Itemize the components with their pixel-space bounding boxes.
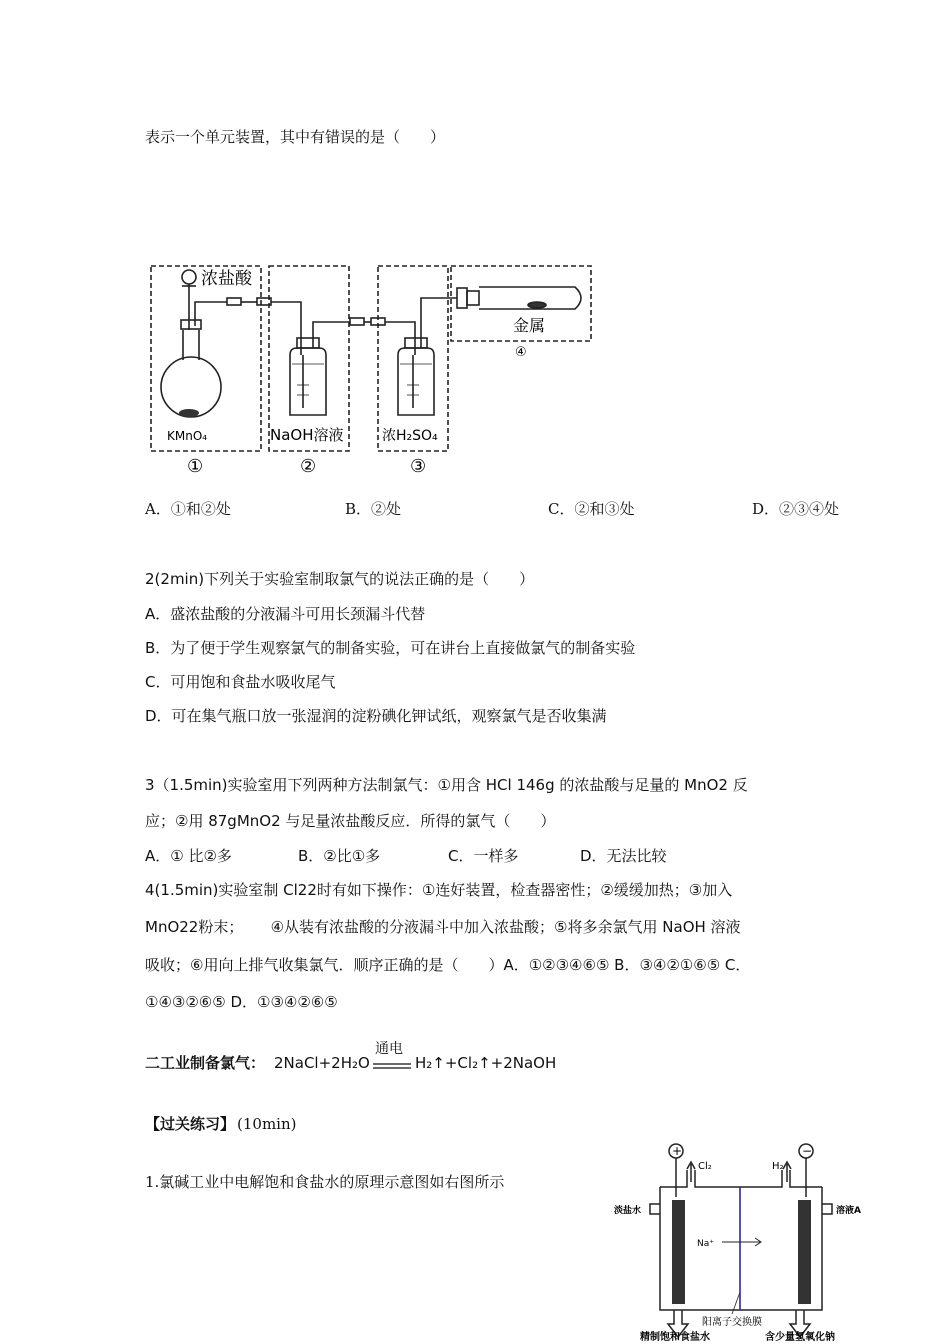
anode-plus-icon: + xyxy=(672,1144,683,1158)
practice-q1: 1.氯碱工业中电解饱和食盐水的原理示意图如右图所示 xyxy=(145,1173,505,1191)
q1-option-b: B．②处 xyxy=(345,500,402,518)
electrolysis-cell-diagram xyxy=(612,1142,872,1342)
q2-option-d: D．可在集气瓶口放一张湿润的淀粉碘化钾试纸，观察氯气是否收集满 xyxy=(145,707,607,725)
q3-line-1: 3（1.5min)实验室用下列两种方法制氯气：①用含 HCl 146g 的浓盐酸与足量的 MnO2 反 xyxy=(145,776,748,794)
na-ion-label: Na⁺ xyxy=(697,1239,714,1249)
metal-label: 金属 xyxy=(513,316,546,335)
industry-lhs: 2NaCl+2H₂O xyxy=(274,1054,370,1072)
unit-4-label: ④ xyxy=(515,345,527,360)
q2-option-a: A．盛浓盐酸的分液漏斗可用长颈漏斗代替 xyxy=(145,605,426,623)
chlorine-apparatus-diagram xyxy=(145,260,605,480)
industry-rhs: H₂↑+Cl₂↑+2NaOH xyxy=(415,1054,557,1072)
q3-option-d: D．无法比较 xyxy=(580,847,667,865)
q1-option-c: C．②和③处 xyxy=(548,500,635,518)
equals-sign xyxy=(373,1062,413,1070)
q1-intro: 表示一个单元装置，其中有错误的是（ ） xyxy=(145,128,446,146)
industry-label: 二工业制备氯气： xyxy=(145,1054,266,1072)
q2-option-c: C．可用饱和食盐水吸收尾气 xyxy=(145,673,336,691)
q2-option-b: B．为了便于学生观察氯气的制备实验，可在讲台上直接做氯气的制备实验 xyxy=(145,639,636,657)
q4-line-3: 吸收；⑥用向上排气收集氯气．顺序正确的是（ ）A．①②③④⑥⑤ B．③④②①⑥⑤ C． xyxy=(145,956,751,974)
q3-line-2: 应；②用 87gMnO2 与足量浓盐酸反应．所得的氯气（ ） xyxy=(145,812,556,830)
membrane-label: 阳离子交换膜 xyxy=(702,1317,762,1328)
q4-line-4: ①④③②⑥⑤ D．①③④②⑥⑤ xyxy=(145,993,338,1011)
q3-option-a: A．① 比②多 xyxy=(145,847,232,865)
cl2-label: Cl₂ xyxy=(698,1161,712,1172)
unit-1-label: ① xyxy=(187,456,204,477)
h2so4-label: 浓H₂SO₄ xyxy=(382,428,438,444)
cathode-minus-icon: − xyxy=(802,1144,813,1158)
q3-option-b: B．②比①多 xyxy=(298,847,381,865)
q1-option-a: A．①和②处 xyxy=(145,500,231,518)
industry-condition: 通电 xyxy=(375,1041,403,1057)
unit-2-label: ② xyxy=(300,456,317,477)
practice-time: (10min) xyxy=(237,1115,297,1133)
unit-3-label: ③ xyxy=(410,456,427,477)
h2-label: H₂ xyxy=(772,1161,784,1172)
q4-line-1: 4(1.5min)实验室制 Cl22时有如下操作：①连好装置，检查器密性；②缓缓加热；③加入 xyxy=(145,881,733,899)
q4-line-2: MnO22粉末； ④从装有浓盐酸的分液漏斗中加入浓盐酸；⑤将多余氯气用 NaOH 溶液 xyxy=(145,918,741,936)
brine-inlet-label: 精制饱和食盐水 xyxy=(640,1332,710,1342)
naoh-label: NaOH溶液 xyxy=(270,426,344,444)
q2-stem: 2(2min)下列关于实验室制取氯气的说法正确的是（ ） xyxy=(145,570,535,588)
naoh-inlet-label: 含少量氢氧化钠 xyxy=(765,1332,835,1342)
q3-option-c: C．一样多 xyxy=(448,847,519,865)
q1-option-d: D．②③④处 xyxy=(752,500,840,518)
dilute-brine-label: 淡盐水 xyxy=(614,1206,642,1216)
solution-a-label: 溶液A xyxy=(836,1206,861,1216)
kmno4-label: KMnO₄ xyxy=(167,429,208,443)
practice-title: 【过关练习】 xyxy=(145,1115,236,1133)
conc-hcl-label: 浓盐酸 xyxy=(201,269,252,289)
